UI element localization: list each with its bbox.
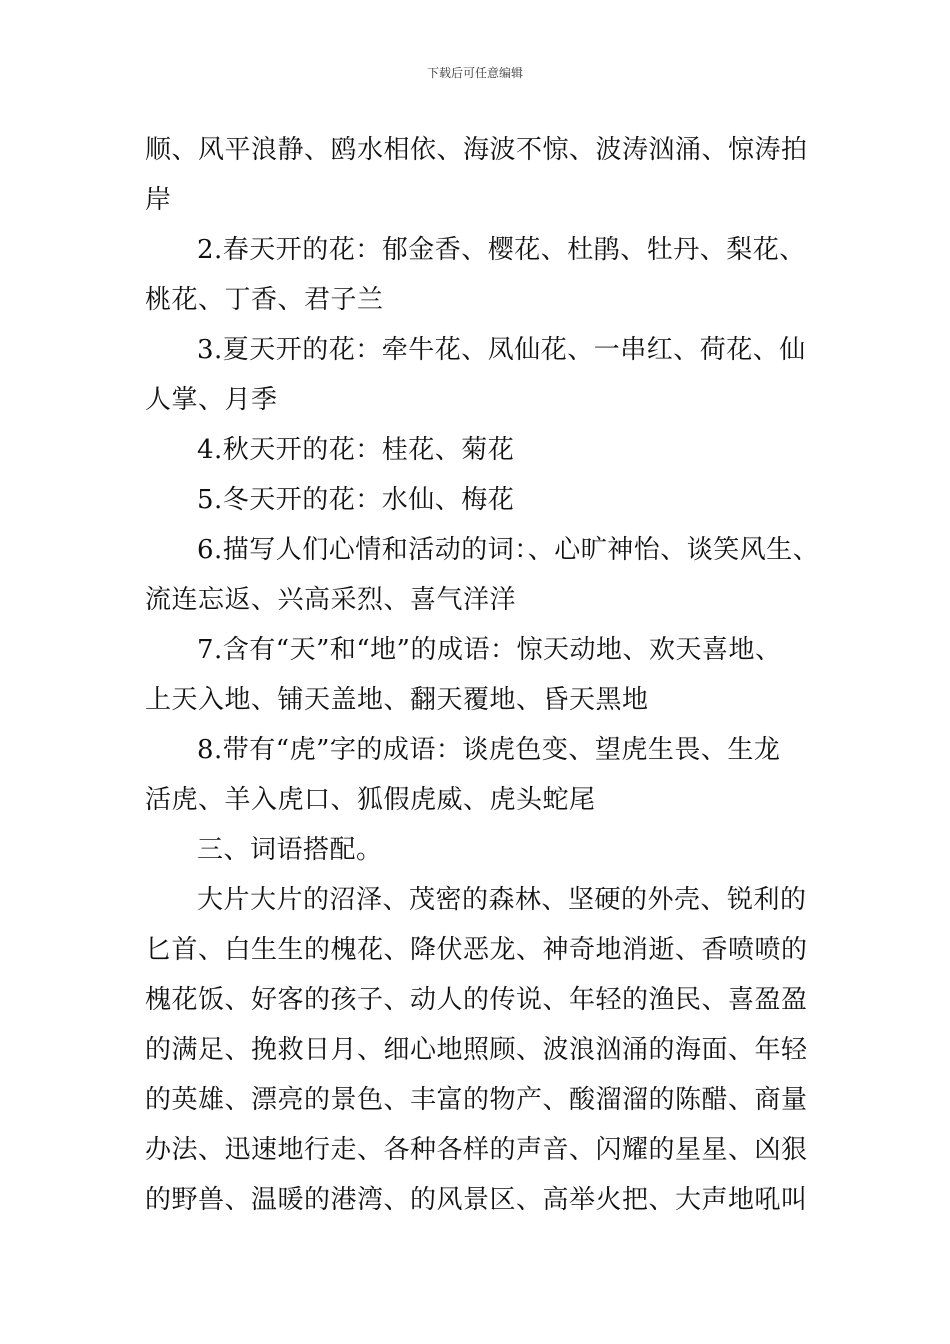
text-line: 6.描写人们心情和活动的词：、心旷神怡、谈笑风生、 bbox=[197, 535, 820, 565]
text-line: 流连忘返、兴高采烈、喜气洋洋 bbox=[145, 585, 517, 615]
text-line: 桃花、丁香、君子兰 bbox=[145, 285, 384, 315]
section-heading: 三、词语搭配。 bbox=[197, 835, 383, 865]
text-line: 5.冬天开的花：水仙、梅花 bbox=[197, 485, 515, 515]
text-line: 2.春天开的花：郁金香、樱花、杜鹃、牡丹、梨花、 bbox=[197, 235, 806, 265]
text-line: 的满足、挽救日月、细心地照顾、波浪汹涌的海面、年轻 bbox=[145, 1035, 808, 1065]
text-line: 的英雄、漂亮的景色、丰富的物产、酸溜溜的陈醋、商量 bbox=[145, 1085, 808, 1115]
text-line: 8.带有“虎”字的成语：谈虎色变、望虎生畏、生龙 bbox=[197, 735, 781, 765]
text-line: 上天入地、铺天盖地、翻天覆地、昏天黑地 bbox=[145, 685, 649, 715]
text-line: 活虎、羊入虎口、狐假虎威、虎头蛇尾 bbox=[145, 785, 596, 815]
text-line: 人掌、月季 bbox=[145, 385, 278, 415]
text-line: 大片大片的沼泽、茂密的森林、坚硬的外壳、锐利的 bbox=[197, 885, 807, 915]
text-line: 4.秋天开的花：桂花、菊花 bbox=[197, 435, 515, 465]
text-line: 匕首、白生生的槐花、降伏恶龙、神奇地消逝、香喷喷的 bbox=[145, 935, 808, 965]
document-body bbox=[145, 125, 825, 1225]
text-line: 顺、风平浪静、鸥水相依、海波不惊、波涛汹涌、惊涛拍 bbox=[145, 135, 808, 165]
text-line: 3.夏天开的花：牵牛花、凤仙花、一串红、荷花、仙 bbox=[197, 335, 806, 365]
text-line: 岸 bbox=[145, 185, 172, 215]
page-header-note: 下载后可任意编辑 bbox=[426, 66, 523, 80]
text-line: 槐花饭、好客的孩子、动人的传说、年轻的渔民、喜盈盈 bbox=[145, 985, 808, 1015]
text-line: 7.含有“天”和“地”的成语：惊天动地、欢天喜地、 bbox=[197, 635, 782, 665]
text-line: 办法、迅速地行走、各种各样的声音、闪耀的星星、凶狠 bbox=[145, 1135, 808, 1165]
text-line: 的野兽、温暖的港湾、的风景区、高举火把、大声地吼叫 bbox=[145, 1185, 808, 1215]
